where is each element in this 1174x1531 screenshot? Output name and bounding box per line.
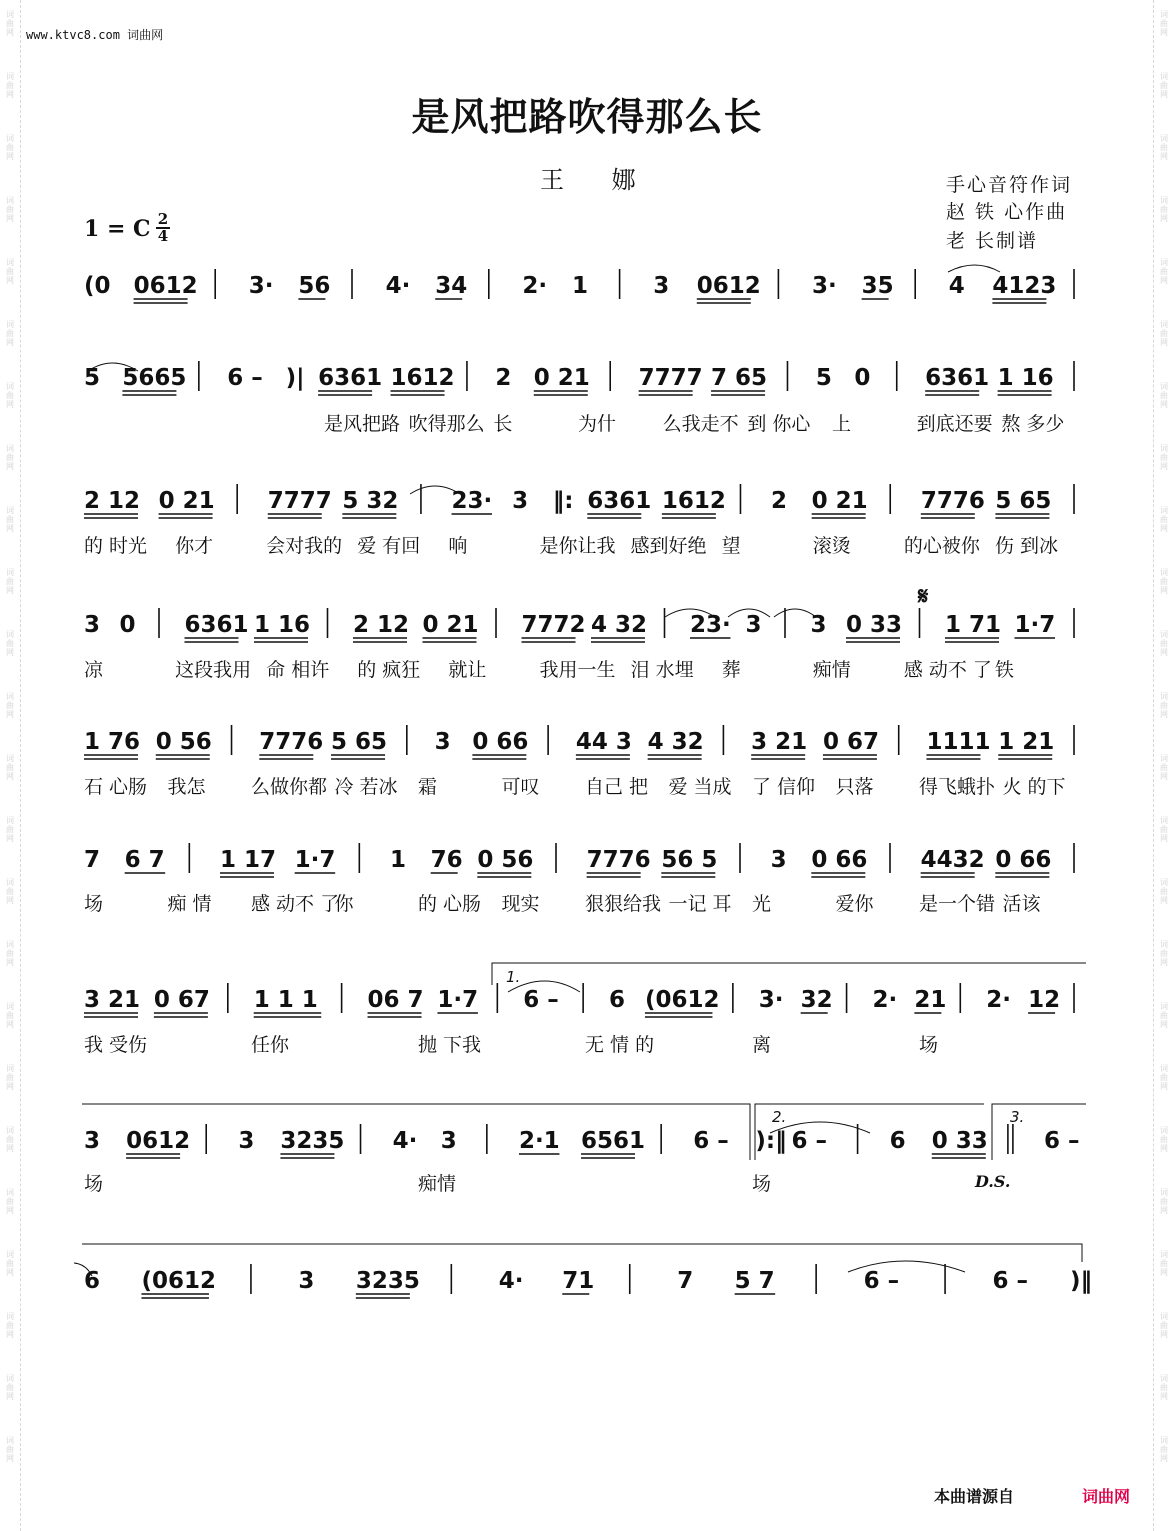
note-group: 5665 bbox=[122, 365, 187, 391]
lyric-text: 抛 下我 bbox=[418, 1034, 482, 1056]
watermark-text: 词曲网 bbox=[1160, 258, 1168, 285]
lyric-text: 痴 情 bbox=[167, 893, 212, 915]
volta-3-label: 3. bbox=[1010, 1108, 1025, 1126]
note-group: 4· bbox=[385, 273, 411, 299]
watermark-text: 词曲网 bbox=[6, 1064, 14, 1091]
watermark-text: 词曲网 bbox=[1160, 1374, 1168, 1401]
note-group: 3 bbox=[84, 1128, 101, 1154]
slurs bbox=[74, 265, 1000, 1276]
lyric-text: 是你让我 bbox=[539, 535, 616, 557]
volta-1-label: 1. bbox=[506, 968, 521, 986]
watermark-text: 词曲网 bbox=[6, 630, 14, 657]
note-group: 6 – bbox=[693, 1128, 729, 1154]
note-group: 2 bbox=[771, 488, 788, 514]
source-label: 本曲谱源自 bbox=[934, 1487, 1015, 1506]
time-signature-top: 2 bbox=[157, 210, 169, 228]
lyric-text: 冷 若冰 bbox=[334, 776, 398, 798]
lyric-text: 自己 把 bbox=[585, 776, 649, 798]
note-group: 4· bbox=[392, 1128, 418, 1154]
note-group: 06 7 bbox=[367, 987, 424, 1013]
lyric-text: 现实 bbox=[501, 893, 540, 915]
note-group: 7776 bbox=[920, 488, 985, 514]
watermark-text: 词曲网 bbox=[1160, 816, 1168, 843]
watermark-text: 词曲网 bbox=[6, 1436, 14, 1463]
note-group: 1612 bbox=[661, 488, 726, 514]
note-group: 2 12 bbox=[353, 612, 410, 638]
note-group: 1612 bbox=[390, 365, 455, 391]
watermark-text: 词曲网 bbox=[1160, 134, 1168, 161]
note-group: 0 21 bbox=[158, 488, 215, 514]
watermark-text: 词曲网 bbox=[6, 320, 14, 347]
note-group: 6 7 bbox=[124, 847, 165, 873]
note-group: 3 bbox=[298, 1268, 315, 1294]
note-group: 6361 bbox=[318, 365, 383, 391]
arranger-credit: 老 长制谱 bbox=[946, 230, 1039, 252]
note-group: 2· bbox=[872, 987, 898, 1013]
lyric-text: 是风把路 bbox=[324, 413, 401, 435]
lyric-text: 的 心肠 bbox=[418, 893, 482, 915]
note-group: 3 bbox=[653, 273, 670, 299]
lyric-text: 望 bbox=[721, 535, 741, 557]
double-barline bbox=[1008, 1124, 1013, 1154]
note-group: 5 65 bbox=[995, 488, 1052, 514]
note-group: 4 32 bbox=[647, 729, 704, 755]
watermark-text: 词曲网 bbox=[6, 1126, 14, 1153]
watermark-text: 词曲网 bbox=[1160, 1126, 1168, 1153]
note-group: 1 76 bbox=[84, 729, 141, 755]
lyric-text: 我怎 bbox=[167, 776, 206, 798]
time-signature-bottom: 4 bbox=[157, 227, 169, 245]
note-group: 7777 bbox=[638, 365, 703, 391]
watermark-text: 词曲网 bbox=[6, 816, 14, 843]
note-group: 23· bbox=[690, 612, 731, 638]
note-group: 1 1 1 bbox=[253, 987, 318, 1013]
note-group: 6361 bbox=[184, 612, 249, 638]
watermark-text: 词曲网 bbox=[1160, 568, 1168, 595]
note-group: 0612 bbox=[126, 1128, 191, 1154]
watermark-text: 词曲网 bbox=[1160, 1002, 1168, 1029]
note-group: ‖: bbox=[552, 488, 574, 514]
lyric-text: 爱你 bbox=[835, 893, 874, 915]
note-group: 1 17 bbox=[220, 847, 277, 873]
lyric-text: 场 bbox=[919, 1034, 939, 1056]
lyric-text: 任你 bbox=[251, 1034, 290, 1056]
note-group: 6 – bbox=[791, 1128, 827, 1154]
note-group: 0 66 bbox=[811, 847, 868, 873]
note-group: 3 bbox=[434, 729, 451, 755]
note-group: 0 21 bbox=[422, 612, 479, 638]
lyric-text: 了 信仰 bbox=[752, 776, 816, 798]
watermark-text: 词曲网 bbox=[6, 878, 14, 905]
lyric-text: 你才 bbox=[175, 535, 214, 557]
note-group: 4 bbox=[948, 273, 965, 299]
note-group: 6 – bbox=[227, 365, 263, 391]
lyric-text: 上 bbox=[832, 413, 852, 435]
lyric-text: 痴情 bbox=[812, 659, 851, 681]
note-group: 1·7 bbox=[1014, 612, 1056, 638]
watermark-text: 词曲网 bbox=[6, 506, 14, 533]
note-group: 3 bbox=[745, 612, 762, 638]
note-group: 0 66 bbox=[472, 729, 529, 755]
note-group: 0 67 bbox=[822, 729, 879, 755]
watermark-text: 词曲网 bbox=[1160, 1064, 1168, 1091]
watermark-text: 词曲网 bbox=[6, 134, 14, 161]
note-group: )| bbox=[285, 365, 305, 391]
watermark-text: 词曲网 bbox=[1160, 1436, 1168, 1463]
note-group: 76 bbox=[430, 847, 463, 873]
site-url: www.ktvc8.com 词曲网 bbox=[26, 28, 164, 42]
note-group: 2· bbox=[986, 987, 1011, 1013]
watermark-text: 词曲网 bbox=[6, 196, 14, 223]
note-group: 3235 bbox=[280, 1128, 345, 1154]
note-group: 56 bbox=[298, 273, 331, 299]
lyric-text: 葬 bbox=[721, 659, 741, 681]
note-group: 1·7 bbox=[437, 987, 479, 1013]
lyric-text: 命 相许 bbox=[266, 659, 330, 681]
watermark-text: 词曲网 bbox=[1160, 878, 1168, 905]
lyric-text: 无 情 的 bbox=[585, 1034, 655, 1056]
note-group: (0612 bbox=[644, 987, 720, 1013]
lyric-text: 伤 到冰 bbox=[994, 535, 1058, 557]
note-group: 7772 bbox=[521, 612, 586, 638]
lyric-text: 的 时光 bbox=[84, 535, 148, 557]
note-group: 2 bbox=[495, 365, 512, 391]
lyric-text: 是一个错 bbox=[919, 893, 996, 915]
note-group: 12 bbox=[1028, 987, 1061, 1013]
watermark-text: 词曲网 bbox=[6, 1002, 14, 1029]
note-group: 44 3 bbox=[575, 729, 632, 755]
note-group: 3 bbox=[512, 488, 529, 514]
note-group: 1 bbox=[390, 847, 407, 873]
lyric-text: 光 bbox=[752, 893, 772, 915]
note-group: 6361 bbox=[587, 488, 652, 514]
watermark-text: 词曲网 bbox=[6, 1312, 14, 1339]
watermark-text: 词曲网 bbox=[1160, 692, 1168, 719]
source-site-link[interactable]: 词曲网 bbox=[1082, 1487, 1131, 1506]
note-group: 0 33 bbox=[931, 1128, 988, 1154]
lyric-text: 到底还要 bbox=[916, 413, 993, 435]
composer-credit: 赵 铁 心作曲 bbox=[946, 201, 1068, 223]
lyric-text: 活该 bbox=[1002, 893, 1041, 915]
note-group: 3 21 bbox=[751, 729, 808, 755]
watermark-text: 词曲网 bbox=[6, 754, 14, 781]
note-group: 0 21 bbox=[533, 365, 590, 391]
lyric-text: 凉 bbox=[84, 659, 104, 681]
note-group: 35 bbox=[861, 273, 894, 299]
note-group: 6561 bbox=[581, 1128, 646, 1154]
note-group: 0 33 bbox=[846, 612, 903, 638]
volta-2-label: 2. bbox=[772, 1108, 787, 1126]
lyric-text: 狠狠给我 bbox=[585, 893, 662, 915]
note-group: 5 7 bbox=[734, 1268, 775, 1294]
lyric-text: 我用一生 bbox=[539, 659, 616, 681]
note-group: 4432 bbox=[920, 847, 985, 873]
watermark-text: 词曲网 bbox=[1160, 196, 1168, 223]
note-group: 7776 bbox=[586, 847, 651, 873]
note-group: 3· bbox=[812, 273, 837, 299]
note-group: 6 – bbox=[1044, 1128, 1080, 1154]
note-group: 2 12 bbox=[84, 488, 141, 514]
watermark-text: 词曲网 bbox=[1160, 1312, 1168, 1339]
note-group: 0 bbox=[854, 365, 871, 391]
watermark-text: 词曲网 bbox=[6, 1250, 14, 1277]
note-group: (0612 bbox=[141, 1268, 216, 1294]
note-group: 1·7 bbox=[294, 847, 336, 873]
note-group: 0612 bbox=[133, 273, 198, 299]
lyric-text: 到 你心 bbox=[747, 413, 811, 435]
note-group: 23· bbox=[451, 488, 493, 514]
lyric-text: 这段我用 bbox=[175, 659, 252, 681]
lyric-text: 石 心肠 bbox=[84, 776, 148, 798]
ds-mark: D.S. bbox=[975, 1172, 1011, 1191]
note-group: 1 71 bbox=[945, 612, 1002, 638]
watermark-text: 词曲网 bbox=[1160, 506, 1168, 533]
lyric-text: 霜 bbox=[418, 776, 438, 798]
note-group: 0 21 bbox=[811, 488, 868, 514]
lyric-text: 么我走不 bbox=[662, 413, 739, 435]
lyric-text: 的 疯狂 bbox=[357, 659, 421, 681]
lyric-text: 可叹 bbox=[501, 776, 540, 798]
lyric-text: 感 动不 了 bbox=[903, 659, 992, 681]
lyric-text: 只落 bbox=[835, 776, 874, 798]
lyric-text: 么做你都 bbox=[251, 776, 328, 798]
lyric-text: 铁 bbox=[994, 659, 1014, 681]
lyric-text: 响 bbox=[448, 535, 468, 557]
note-group: 0 56 bbox=[155, 729, 212, 755]
note-group: ):‖ bbox=[755, 1128, 787, 1154]
note-group: 1111 bbox=[926, 729, 991, 755]
watermark-text: 词曲网 bbox=[6, 692, 14, 719]
note-group: 3 bbox=[810, 612, 827, 638]
note-group: 6361 bbox=[925, 365, 990, 391]
note-group: (0 bbox=[84, 273, 111, 299]
note-group: 7776 bbox=[259, 729, 324, 755]
note-group: 0 56 bbox=[477, 847, 534, 873]
watermark-text: 词曲网 bbox=[1160, 10, 1168, 37]
note-group: 0 bbox=[119, 612, 136, 638]
note-group: 3 bbox=[238, 1128, 255, 1154]
watermark-text: 词曲网 bbox=[6, 1188, 14, 1215]
note-group: 34 bbox=[435, 273, 468, 299]
lyric-text: 感到好绝 bbox=[630, 535, 707, 557]
lyric-text: 场 bbox=[84, 893, 104, 915]
lyric-text: 会对我的 bbox=[266, 535, 343, 557]
segno-sign: 𝄋 bbox=[918, 582, 929, 610]
note-group: 71 bbox=[562, 1268, 595, 1294]
watermark-text: 词曲网 bbox=[6, 382, 14, 409]
watermark-text: 词曲网 bbox=[6, 10, 14, 37]
note-group: 7 65 bbox=[711, 365, 768, 391]
note-group: 6 – bbox=[992, 1268, 1029, 1294]
note-group: 3 bbox=[440, 1128, 457, 1154]
note-group: 3· bbox=[248, 273, 274, 299]
note-group: 6 bbox=[609, 987, 626, 1013]
watermark-text: 词曲网 bbox=[1160, 320, 1168, 347]
note-group: 1 bbox=[572, 273, 589, 299]
lyric-text: 爱 当成 bbox=[668, 776, 732, 798]
lyric-text: 场 bbox=[84, 1173, 104, 1195]
watermark-text: 词曲网 bbox=[1160, 754, 1168, 781]
lyric-text: 火 的下 bbox=[1002, 776, 1066, 798]
note-group: 21 bbox=[914, 987, 947, 1013]
lyric-text: 吹得那么 bbox=[408, 413, 485, 435]
note-group: 7 bbox=[84, 847, 101, 873]
watermark-text: 词曲网 bbox=[6, 258, 14, 285]
watermark-text: 词曲网 bbox=[1160, 940, 1168, 967]
note-group: 0 66 bbox=[995, 847, 1052, 873]
note-group: 3235 bbox=[355, 1268, 420, 1294]
watermark-text: 词曲网 bbox=[1160, 630, 1168, 657]
lyric-text: 为什 bbox=[578, 413, 617, 435]
watermark-text: 词曲网 bbox=[6, 72, 14, 99]
watermark-text: 词曲网 bbox=[1160, 1250, 1168, 1277]
watermark-text: 词曲网 bbox=[6, 1374, 14, 1401]
watermark-text: 词曲网 bbox=[1160, 72, 1168, 99]
note-group: 7 bbox=[677, 1268, 694, 1294]
lyric-text: 的心被你 bbox=[903, 535, 980, 557]
lyric-text: 就让 bbox=[448, 659, 487, 681]
lyric-text: 场 bbox=[752, 1173, 772, 1195]
note-group: 2·1 bbox=[518, 1128, 560, 1154]
lyric-text: 得飞蛾扑 bbox=[919, 776, 996, 798]
lyric-text: 一记 耳 bbox=[668, 893, 732, 915]
note-group: 2· bbox=[522, 273, 548, 299]
note-group: 6 bbox=[84, 1268, 101, 1294]
watermark-text: 词曲网 bbox=[1160, 1188, 1168, 1215]
note-group: 0612 bbox=[696, 273, 761, 299]
note-group: 4123 bbox=[992, 273, 1057, 299]
lyric-text: 离 bbox=[752, 1034, 772, 1056]
note-group: 3 bbox=[770, 847, 787, 873]
watermark-text: 词曲网 bbox=[6, 940, 14, 967]
watermark-text: 词曲网 bbox=[1160, 382, 1168, 409]
note-group: 5 bbox=[84, 365, 101, 391]
note-group: 32 bbox=[800, 987, 833, 1013]
note-group: 1 16 bbox=[997, 365, 1054, 391]
note-group: 5 bbox=[815, 365, 832, 391]
lyric-text: 长 bbox=[493, 413, 513, 435]
note-group: )‖ bbox=[1070, 1268, 1093, 1294]
note-group: 5 65 bbox=[331, 729, 388, 755]
note-group: 3· bbox=[758, 987, 784, 1013]
note-group: 5 32 bbox=[342, 488, 399, 514]
lyric-text: 爱 有回 bbox=[357, 535, 421, 557]
lyric-text: 熬 多少 bbox=[1001, 413, 1065, 435]
note-group: 0 67 bbox=[153, 987, 210, 1013]
note-group: 1 16 bbox=[254, 612, 311, 638]
song-title: 是风把路吹得那么长 bbox=[411, 94, 763, 139]
note-group: 1 21 bbox=[998, 729, 1055, 755]
lyric-text: 感 动不 了 bbox=[251, 893, 340, 915]
note-group: 6 – bbox=[863, 1268, 900, 1294]
note-group: 6 bbox=[889, 1128, 906, 1154]
lyric-text: 你 bbox=[334, 893, 354, 915]
note-group: 6 – bbox=[523, 987, 559, 1013]
lyric-text: 泪 水埋 bbox=[630, 659, 694, 681]
lyrics-layer bbox=[84, 413, 1066, 1195]
watermark-text: 词曲网 bbox=[1160, 444, 1168, 471]
lyric-text: 我 受伤 bbox=[84, 1034, 148, 1056]
note-group: 7777 bbox=[267, 488, 332, 514]
lyric-text: 滚烫 bbox=[812, 535, 851, 557]
singer-name: 王 娜 bbox=[540, 166, 656, 194]
note-group: 4· bbox=[498, 1268, 524, 1294]
watermark-text: 词曲网 bbox=[6, 568, 14, 595]
lyricist-credit: 手心音符作词 bbox=[946, 174, 1073, 196]
key-signature: 1 = C bbox=[84, 216, 151, 242]
note-group: 56 5 bbox=[661, 847, 718, 873]
watermark-text: 词曲网 bbox=[6, 444, 14, 471]
note-group: 4 32 bbox=[591, 612, 648, 638]
lyric-text: 痴情 bbox=[418, 1173, 457, 1195]
note-group: 3 bbox=[84, 612, 101, 638]
note-group: 3 21 bbox=[84, 987, 141, 1013]
